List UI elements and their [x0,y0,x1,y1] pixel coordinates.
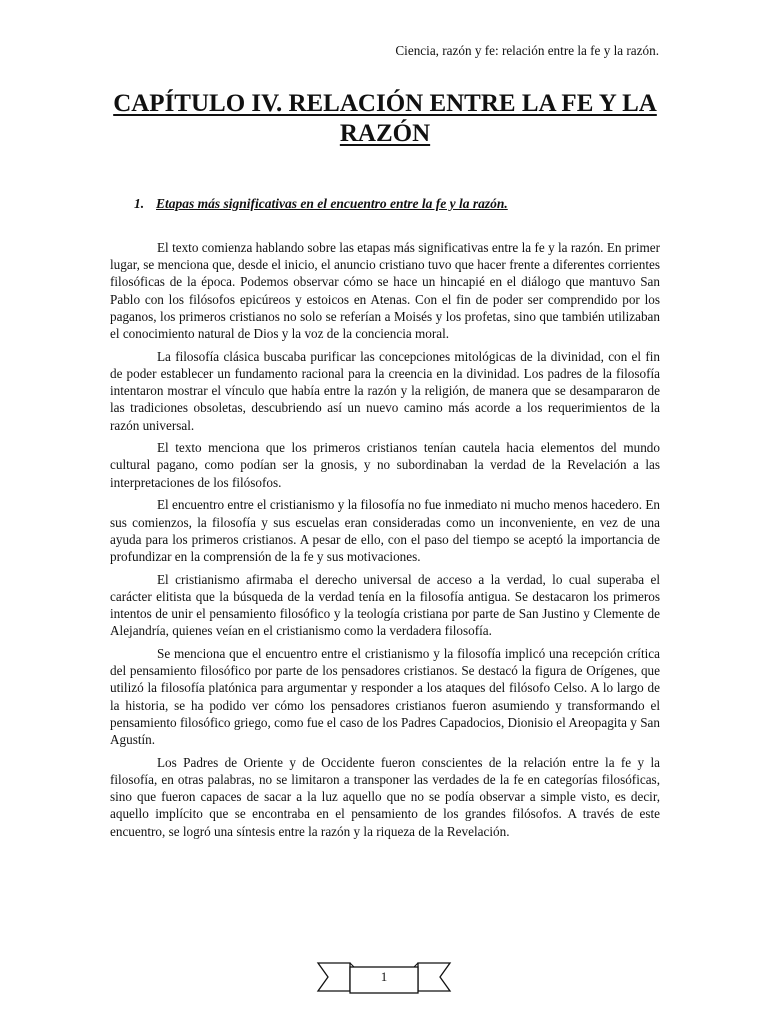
paragraph: La filosofía clásica buscaba purificar las concepciones mitológicas de la divinidad, con el fin de poder establecer un fundamento racional para la creencia en la divinidad. Los padres de la filosofía intentaron mostrar el vínculo que había entre la razón y la religión, de manera que se desampararon de las tradiciones obsoletas, descubriendo así un nuevo camino más acorde a los requerimientos de la razón universal. [110,348,660,433]
paragraph: El encuentro entre el cristianismo y la filosofía no fue inmediato ni mucho menos hacedero. En sus comienzos, la filosofía y sus escuelas eran consideradas como un inconveniente, en vez de una ayuda para los primeros cristianos. A pesar de ello, con el paso del tiempo se aceptó la importancia de profundizar en la comprensión de la fe y sus motivaciones. [110,497,660,564]
paragraph: Los Padres de Oriente y de Occidente fueron conscientes de la relación entre la fe y la filosofía, en otras palabras, no se limitaron a transponer las verdades de la fe en categorías filosóficas, sino que fueron capaces de sacar a la luz aquello que no se podía observar a simple visto, es decir, aquello implícito que se encontraba en el pensamiento de los grandes filósofos. A través de este encuentro, se logró una síntesis entre la razón y la riqueza de la Revelación. [110,754,660,839]
running-header: Ciencia, razón y fe: relación entre la fe y la razón. [395,43,659,58]
paragraph: El cristianismo afirmaba el derecho universal de acceso a la verdad, lo cual superaba el carácter elitista que la búsqueda de la verdad tenía en la filosofía antigua. Se destacaron los primeros intentos de unir el pensamiento filosófico y la teología cristiana por parte de San Justino y Clemente de Alejandría, quienes veían en el cristianismo como la verdadera filosofía. [110,571,660,639]
paragraph: El texto comienza hablando sobre las etapas más significativas entre la fe y la razón. En primer lugar, se menciona que, desde el inicio, el anuncio cristiano tuvo que hacer frente a diferentes corrientes filosóficas de la época. Podemos observar cómo se hace un hincapié en el diálogo que mantuvo San Pablo con los filósofos epicúreos y estoicos en Atenas. Con el fin de poder ser comprendido por los paganos, los primeros cristianos no solo se referían a Moisés y los profetas, sino que también utilizaban el conocimiento natural de Dios y la voz de la conciencia moral. [110,240,660,342]
page-footer [316,960,452,994]
paragraph: Se menciona que el encuentro entre el cristianismo y la filosofía implicó una recepción crítica del pensamiento filosófico por parte de los pensadores cristianos. Se destacó la figura de Orígenes, que utilizó la filosofía platónica para argumentar y responder a los ataques del filósofo Celso. A lo largo de la historia, se ha podido ver cómo los pensadores cristianos fueron asumiendo y transformando el pensamiento filosófico griego, como fue el caso de los Padres Capadocios, Dionisio el Areopagita y San Agustín. [110,645,660,747]
body-text [110,239,660,845]
section-heading [134,196,508,212]
paragraph: El texto menciona que los primeros cristianos tenían cautela hacia elementos del mundo cultural pagano, como podían ser la gnosis, y no subordinaban la verdad de la Revelación a las interpretaciones de los filósofos. [110,440,660,490]
page-number: 1 [380,969,388,984]
chapter-title: CAPÍTULO IV. RELACIÓN ENTRE LA FE Y LA RAZÓN [113,90,657,147]
section-title: Etapas más significativas en el encuentro entre la fe y la razón. [156,196,508,211]
section-number: 1. [134,196,145,211]
